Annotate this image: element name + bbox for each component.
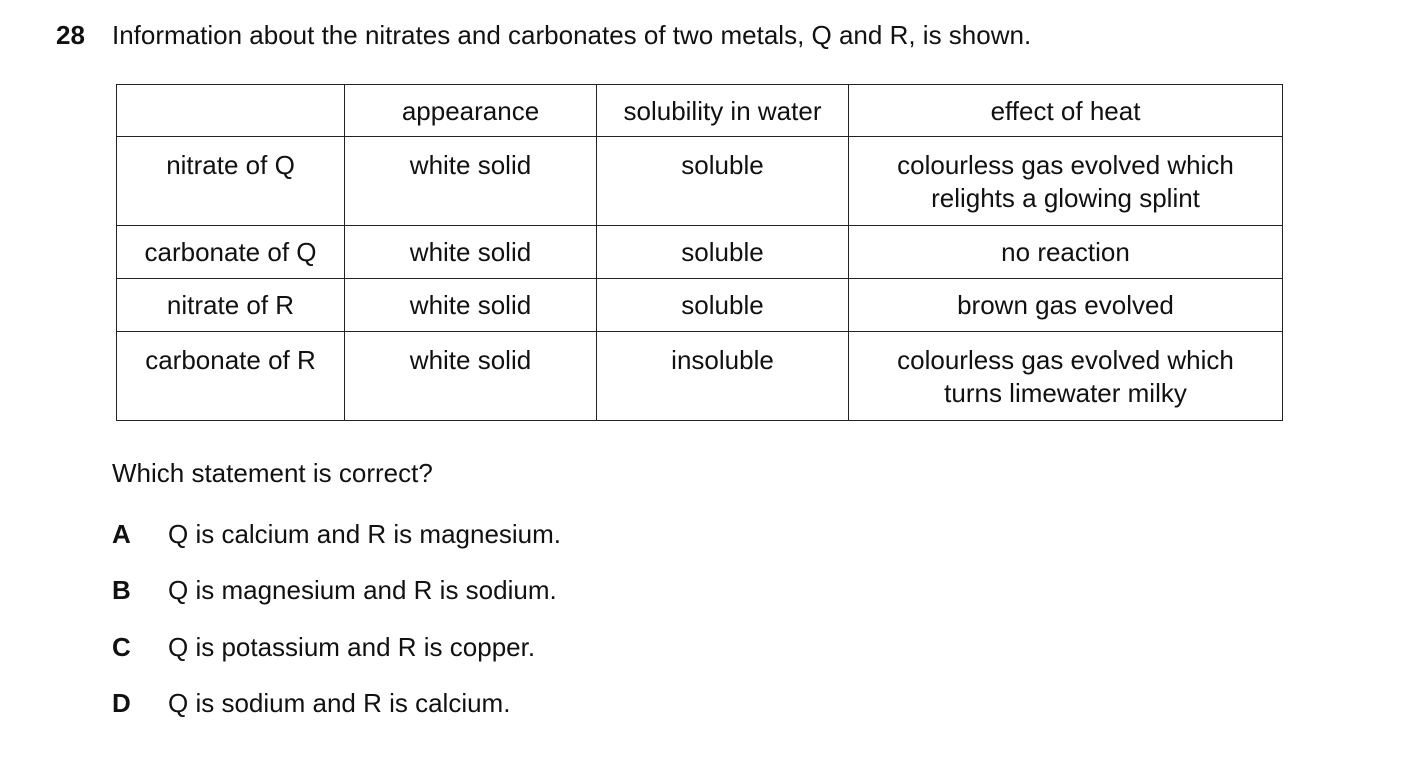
question-intro: Information about the nitrates and carbonates of two metals, Q and R, is shown. — [112, 20, 1032, 50]
effect-of-heat-cell — [849, 332, 1283, 421]
info-table — [116, 84, 1283, 421]
effect-of-heat-cell — [849, 279, 1283, 332]
solubility-cell: soluble — [597, 226, 849, 279]
option-letter: D — [112, 688, 131, 718]
solubility-cell: soluble — [597, 279, 849, 332]
option-letter: C — [112, 632, 131, 662]
effect-line: brown gas evolved — [957, 290, 1174, 320]
appearance-cell: white solid — [345, 332, 597, 421]
option-a[interactable] — [112, 519, 561, 550]
table-header-row — [117, 85, 1283, 137]
question-number: 28 — [56, 20, 85, 50]
option-text: Q is magnesium and R is sodium. — [168, 575, 557, 605]
effect-of-heat-cell — [849, 226, 1283, 279]
header-cell-effect-of-heat: effect of heat — [849, 85, 1283, 137]
option-c[interactable] — [112, 632, 535, 663]
option-d[interactable] — [112, 688, 510, 719]
effect-line: turns limewater milky — [944, 378, 1187, 408]
appearance-cell: white solid — [345, 226, 597, 279]
table-row — [117, 279, 1283, 332]
effect-line: colourless gas evolved which — [897, 150, 1234, 180]
header-cell-solubility: solubility in water — [597, 85, 849, 137]
option-b[interactable] — [112, 575, 557, 606]
option-text: Q is calcium and R is magnesium. — [168, 519, 562, 549]
row-label: nitrate of Q — [117, 137, 345, 226]
table-row — [117, 332, 1283, 421]
effect-of-heat-cell — [849, 137, 1283, 226]
option-letter: A — [112, 519, 131, 549]
table-row — [117, 137, 1283, 226]
effect-line: no reaction — [1001, 237, 1130, 267]
option-text: Q is potassium and R is copper. — [168, 632, 536, 662]
option-letter: B — [112, 575, 131, 605]
appearance-cell: white solid — [345, 137, 597, 226]
effect-line: relights a glowing splint — [931, 183, 1200, 213]
solubility-cell: soluble — [597, 137, 849, 226]
appearance-cell: white solid — [345, 279, 597, 332]
option-text: Q is sodium and R is calcium. — [168, 688, 511, 718]
row-label: carbonate of R — [117, 332, 345, 421]
solubility-cell: insoluble — [597, 332, 849, 421]
header-cell-appearance: appearance — [345, 85, 597, 137]
question-prompt: Which statement is correct? — [112, 458, 433, 488]
row-label: carbonate of Q — [117, 226, 345, 279]
effect-line: colourless gas evolved which — [897, 345, 1234, 375]
header-cell-blank — [117, 85, 345, 137]
row-label: nitrate of R — [117, 279, 345, 332]
table-row — [117, 226, 1283, 279]
